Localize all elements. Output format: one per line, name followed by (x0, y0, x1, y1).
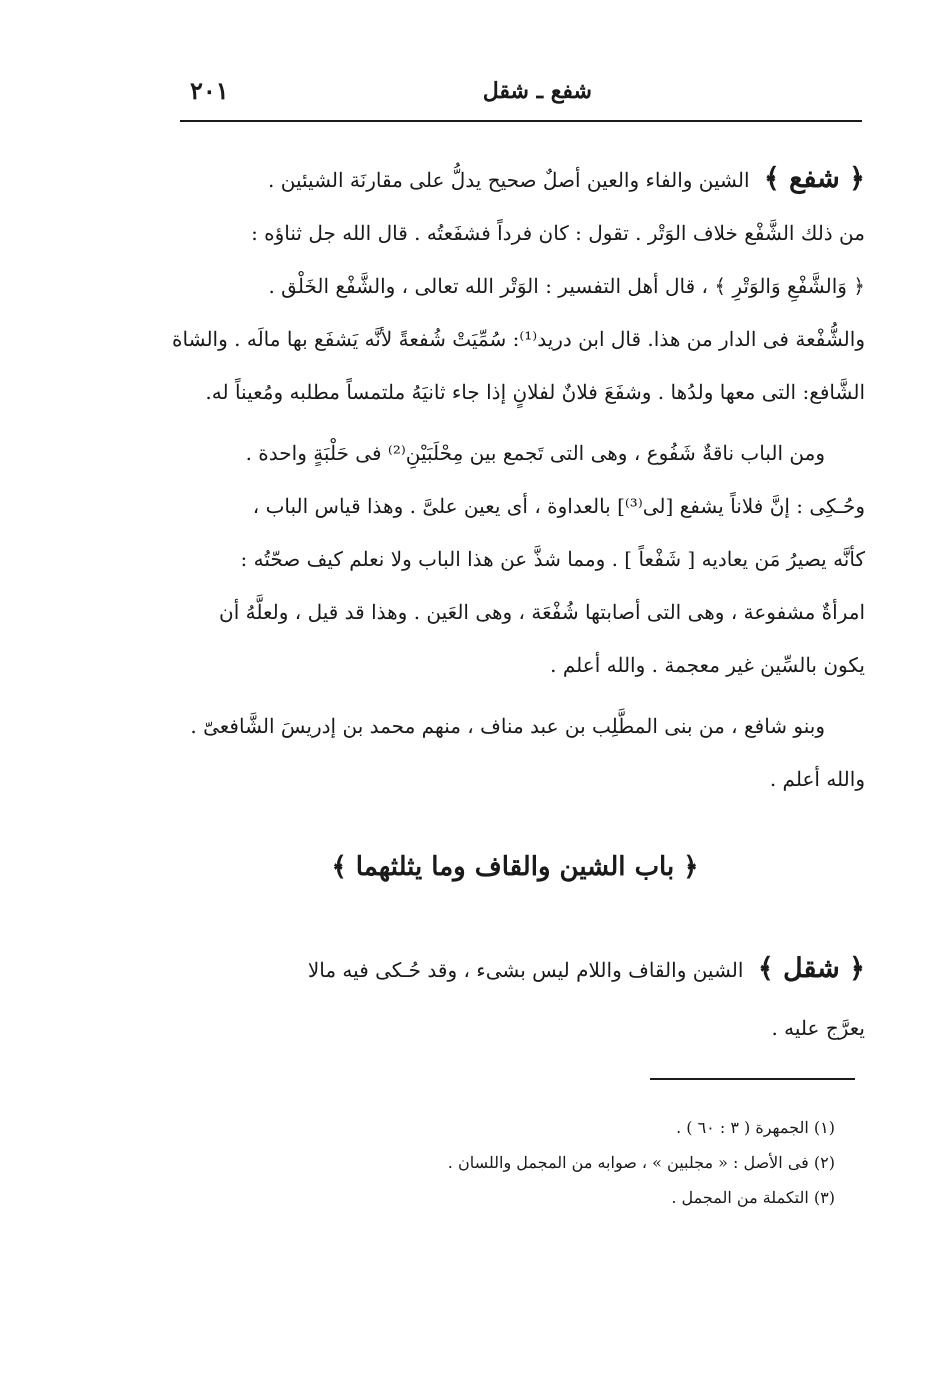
entry-line-text: الشين والفاء والعين أصلٌ صحيح يدلُّ على مقارنَة الشيئين . (268, 168, 750, 192)
entry-line: والشُّفْعة فى الدار من هذا. قال ابن دريد⁽¹⁾: سُمِّيَتْ شُفعةً لأنَّه يَشفَع بها مالَه . والشاة (172, 327, 865, 351)
section-heading: ﴿ باب الشين والقاف وما يثلثهما ﴾ (331, 852, 699, 882)
paragraph-line: ومن الباب ناقةٌ شَفُوع ، وهى التى تَجمع بين مِحْلَبَيْنِ⁽²⁾ فى حَلْبَةٍ واحدة . (245, 441, 825, 465)
entry-line (165, 152, 865, 207)
entry-headword: ﴿ شفع ﴾ (763, 163, 865, 194)
entry-line (165, 940, 865, 999)
footnote-1: (١) الجمهرة ( ٣ : ٦٠ ) . (676, 1118, 835, 1137)
footnote-3: (٣) التكملة من المجمل . (671, 1188, 835, 1207)
page-number: ٢٠١ (190, 76, 229, 105)
entry-line: من ذلك الشَّفْع خلاف الوَتْر . تقول : كان فرداً فشفَعتُه . قال الله جل ثناؤه : (251, 221, 865, 245)
entry-line: ﴿ وَالشَّفْعِ وَالوَتْرِ ﴾ ، قال أهل التفسير : الوَتْر الله تعالى ، والشَّفْع الخَلْق . (268, 274, 865, 298)
entry-line: الشَّافع: التى معها ولدُها . وشفَعَ فلانٌ لفلانٍ إذا جاء ثانيَهُ ملتمساً مطلبه ومُعيناً له. (205, 380, 865, 404)
page-header (180, 72, 862, 116)
paragraph-line: وبنو شافع ، من بنى المطَّلِب بن عبد مناف ، منهم محمد بن إدريسَ الشَّافعىّ . (190, 714, 825, 738)
paragraph-line: يكون بالسِّين غير معجمة . والله أعلم . (550, 653, 865, 677)
entry-line-text: الشين والقاف واللام ليس بشىء ، وقد حُـكى فيه مالا (307, 958, 744, 982)
running-head: شفع ـ شقل (482, 78, 592, 104)
paragraph-line: كأنَّه يصيرُ مَن يعاديه [ شَفْعاً ] . ومما شذَّ عن هذا الباب ولا نعلم كيف صحّتُه : (240, 547, 865, 571)
entry-shaqala (165, 940, 865, 1057)
paragraph-line: وحُـكِى : إنَّ فلاناً يشفع [لى⁽³⁾] بالعداوة ، أى يعين علىَّ . وهذا قياس الباب ، (252, 494, 865, 518)
entry-shafa (165, 152, 865, 806)
paragraph-line: والله أعلم . (769, 767, 865, 791)
entry-line: يعرَّج عليه . (771, 1016, 865, 1040)
paragraph-line: امرأةٌ مشفوعة ، وهى التى أصابتها شُفْعَة ، وهى العَين . وهذا قد قيل ، ولعلَّهُ أن (219, 600, 865, 624)
header-rule (180, 120, 862, 122)
footnotes (300, 1110, 835, 1215)
entry-headword: ﴿ شقل ﴾ (757, 953, 865, 984)
footnote-rule (650, 1078, 855, 1080)
footnote-2: (٢) فى الأصل : « مجلبين » ، صوابه من المجمل واللسان . (447, 1153, 835, 1172)
